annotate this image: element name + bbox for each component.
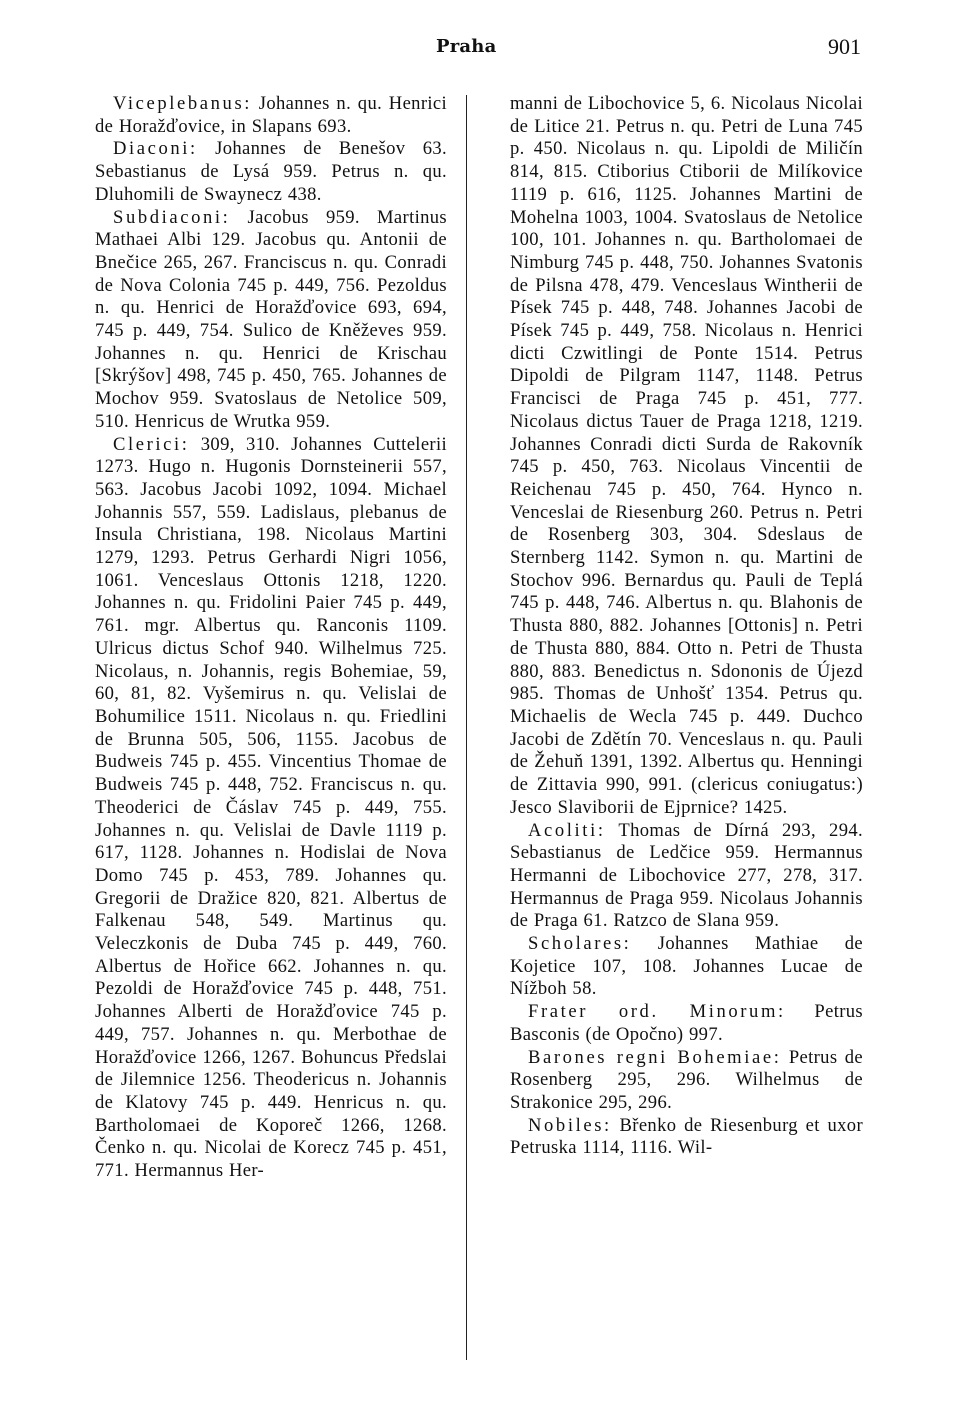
paragraph-text: Johannes de Benešov 63. Sebastianus de Lysá 959. Petrus n. qu. Dluhomili de Swaynecz 438.: [95, 138, 447, 205]
left-column: [95, 93, 447, 1183]
paragraph-nobiles: [510, 1115, 863, 1160]
paragraph-text: Thomas de Dírná 293, 294. Sebastianus de Ledčice 959. Hermannus Hermanni de Libochovice 277, 278, 317. Hermannus de Praga 959. Nicolaus Johannis de Praga 61. Ratzco de Slana 959.: [510, 819, 863, 932]
paragraph-text: Břenko de Riesenburg et uxor Petruska 1114, 1116. Wil-: [510, 1114, 863, 1159]
paragraph-diaconi: [95, 138, 447, 206]
paragraph-text: Jacobus 959. Martinus Mathaei Albi 129. Jacobus qu. Antonii de Bnečice 265, 267. Franciscus n. qu. Conradi de Nova Colonia 745 p. 449, 756. Pezoldus n. qu. Henrici de Horažďovice 693, 694, 745 p. 449, 754. Sulico de Kněževes 959. Johannes n. qu. Henrici de Krischau [Skrýšov] 498, 745 p. 450, 765. Johannes de Mochov 959. Svatoslaus de Netolice 509, 510. Henricus de Wrutka 959.: [95, 206, 447, 432]
section-heading: Subdiaconi:: [113, 206, 231, 228]
paragraph-frater: [510, 1001, 863, 1046]
section-heading: Viceplebanus:: [113, 93, 253, 114]
paragraph-text: Petrus de Rosenberg 295, 296. Wilhelmus de Strakonice 295, 296.: [510, 1046, 864, 1113]
section-heading: Acoliti:: [528, 819, 606, 841]
paragraph-clerici: [95, 434, 447, 1183]
paragraph-text: Johannes Mathiae de Kojetice 107, 108. Johannes Lucae de Nížboh 58.: [510, 933, 863, 1000]
paragraph-acoliti: [510, 820, 863, 934]
section-heading: Clerici:: [113, 433, 190, 455]
paragraph-viceplebanus: [95, 93, 447, 138]
section-heading: Scholares:: [528, 933, 632, 955]
right-column: [510, 93, 863, 1160]
paragraph-text: Petrus Basconis (de Opočno) 997.: [510, 1001, 863, 1045]
column-divider: [466, 95, 467, 1360]
paragraph-text: Johannes n. qu. Henrici de Horažďovice, in Slapans 693.: [95, 93, 447, 137]
paragraph-subdiaconi: [95, 207, 447, 434]
running-title: Praha: [436, 36, 497, 57]
running-head: [0, 34, 960, 64]
paragraph-continuation: [510, 93, 863, 820]
section-heading: Diaconi:: [113, 138, 198, 160]
paragraph-text: manni de Libochovice 5, 6. Nicolaus Nicolai de Litice 21. Petrus n. qu. Petri de Luna 745 p. 450. Nicolaus n. qu. Lipoldi de Miličín 814, 815. Ctiborius Ctiborii de Milíkovice 1119 p. 616, 1125. Johannes Martini de Mohelna 1003, 1004. Svatoslaus de Netolice 100, 101. Johannes n. qu. Bartholomaei de Nimburg 745 p. 448, 750. Johannes Svatonis de Pilsna 478, 479. Venceslaus Wintherii de Písek 745 p. 448, 748. Johannes Jacobi de Písek 745 p. 449, 758. Nicolaus n. Henrici dicti Czwitlingi de Ponte 1514. Petrus Dipoldi de Pilgram 1147, 1148. Petrus Francisci de Praga 745 p. 451, 777. Nicolaus dictus Tauer de Praga 1218, 1219. Johannes Conradi dicti Surda de Rakovník 745 p. 450, 763. Nicolaus Vincentii de Reichenau 745 p. 450, 764. Hynco n. Venceslai de Riesenburg 260. Petrus n. Petri de Rosenberg 303, 304. Sdeslaus de Sternberg 1142. Symon n. qu. Martini de Stochov 996. Bernardus qu. Pauli de Teplá 745 p. 448, 746. Albertus n. qu. Blahonis de Thusta 880, 882. Johannes [Ottonis] n. Petri de Thusta 880, 884. Otto n. Petri de Thusta 880, 883. Benedictus n. Sdononis de Újezd 985. Thomas de Unhošť 1354. Petrus qu. Michaelis de Wecla 745 p. 449. Duchco Jacobi de Zdětín 70. Venceslaus n. qu. Pauli de Žehuň 1391, 1392. Albertus qu. Henningi de Zittavia 990, 991. (clericus coniugatus:) Jesco Slaviborii de Ejprnice? 1425.: [510, 93, 863, 818]
section-heading: Frater ord. Minorum:: [528, 1001, 786, 1023]
section-heading: Nobiles:: [528, 1114, 612, 1136]
page-number: 901: [828, 34, 861, 59]
paragraph-text: 309, 310. Johannes Cuttelerii 1273. Hugo n. Hugonis Dornsteinerii 557, 563. Jacobus Jacobi 1092, 1094. Michael Johannis 557, 559. Ladislaus, plebanus de Insula Christiana, 198. Nicolaus Martini 1279, 1293. Petrus Gerhardi Nigri 1056, 1061. Venceslaus Ottonis 1218, 1220. Johannes n. qu. Fridolini Paier 745 p. 449, 761. mgr. Albertus qu. Ranconis 1109. Ulricus dictus Schof 940. Wilhelmus 725. Nicolaus, n. Johannis, regis Bohemiae, 59, 60, 81, 82. Vyšemirus n. qu. Velislai de Bohumilice 1511. Nicolaus n. qu. Friedlini de Brunna 505, 506, 1155. Jacobus de Budweis 745 p. 455. Vincentius Thomae de Budweis 745 p. 448, 752. Franciscus n. qu. Theoderici de Čáslav 745 p. 449, 755. Johannes n. qu. Velislai de Davle 1119 p. 617, 1128. Johannes n. Hodislai de Nova Domo 745 p. 453, 789. Johannes qu. Gregorii de Dražice 820, 821. Albertus de Falkenau 548, 549. Martinus qu. Veleczkonis de Duba 745 p. 449, 760. Albertus de Hořice 662. Johannes n. qu. Pezoldi de Horažďovice 745 p. 448, 751. Johannes Alberti de Horažďovice 745 p. 449, 757. Johannes n. qu. Merbothae de Horažďovice 1266, 1267. Bohuncus Předslai de Jilemnice 1256. Theodericus n. Johannis de Klatovy 745 p. 449. Henricus n. qu. Bartholomaei de Koporeč 1266, 1268. Čenko n. qu. Nicolai de Korecz 745 p. 451, 771. Hermannus Her-: [95, 433, 447, 1182]
section-heading: Barones regni Bohemiae:: [528, 1046, 782, 1068]
paragraph-barones: [510, 1047, 863, 1115]
paragraph-scholares: [510, 933, 863, 1001]
